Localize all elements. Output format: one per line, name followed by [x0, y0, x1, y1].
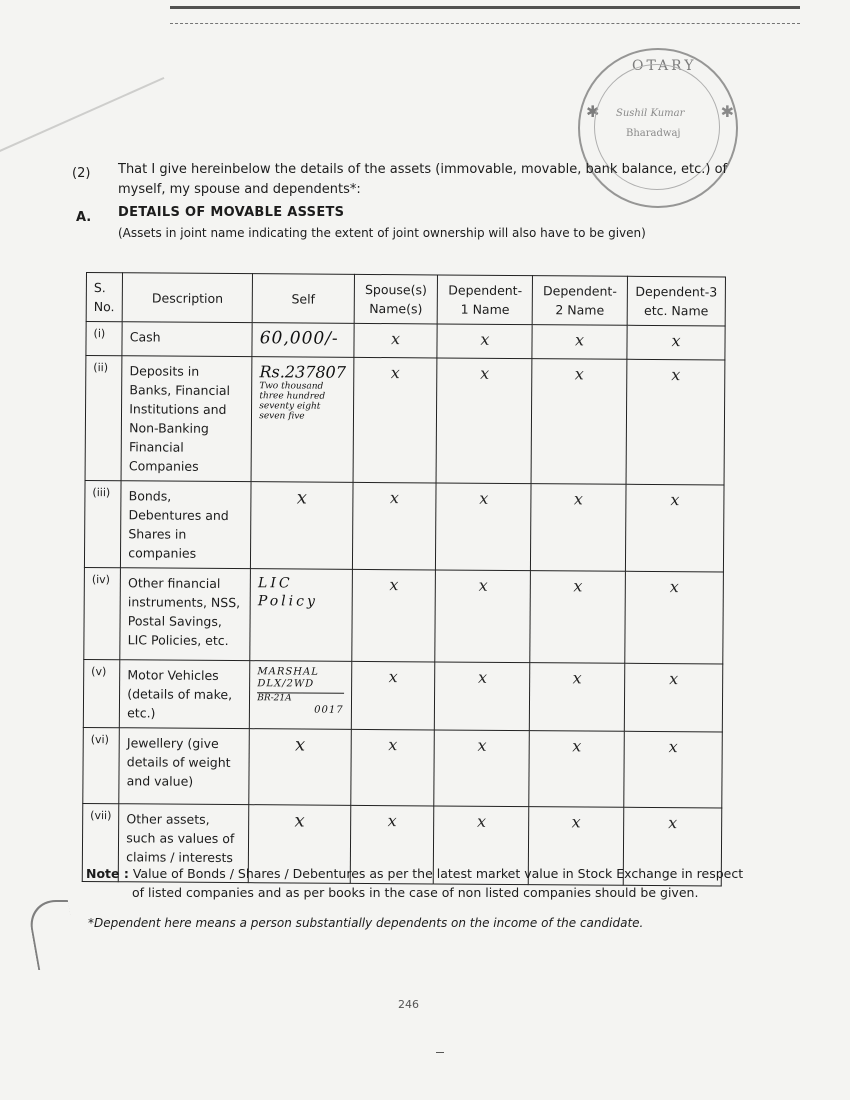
row-description: Motor Vehicles (details of make, etc.) [120, 660, 250, 729]
vehicle-registration-number: 0017 [314, 704, 344, 716]
page-number: 246 [398, 998, 419, 1011]
row-dependent-3: x [627, 325, 725, 360]
row-description: Other financial instruments, NSS, Postal Savings, LIC Policies, etc. [120, 568, 251, 661]
row-self-value [251, 357, 353, 483]
row-spouse: x [353, 357, 438, 483]
header-description: Description [122, 273, 252, 323]
row-dependent-3: x [625, 571, 724, 664]
note-block [86, 864, 746, 902]
row-spouse: x [350, 805, 434, 884]
note-line-1: Value of Bonds / Shares / Debentures as per the latest market value in Stock Exchange in respect [132, 866, 744, 881]
header-spouse: Spouse(s) Name(s) [354, 274, 438, 324]
row-self-value [250, 569, 352, 662]
row-spouse: x [350, 729, 434, 806]
vehicle-make: MARSHAL [257, 666, 319, 678]
row-dependent-2: x [532, 325, 627, 360]
row-description: Jewellery (give details of weight and value) [119, 728, 250, 805]
section-title: DETAILS OF MOVABLE ASSETS [118, 205, 345, 220]
row-sno: (v) [83, 659, 120, 727]
table-header-row [86, 273, 725, 326]
row-sno: (ii) [85, 356, 122, 481]
header-dependent-1: Dependent-1 Name [438, 275, 533, 325]
header-dependent-2: Dependent-2 Name [532, 276, 627, 326]
intro-number: (2) [72, 166, 91, 181]
intro-text: That I give hereinbelow the details of the assets (immovable, movable, bank balance, etc.) of myself, my spouse and dependents*: [118, 162, 728, 197]
amount-in-words: seven five [259, 411, 305, 422]
row-dependent-3: x [624, 663, 723, 732]
note-label: Note : [86, 866, 129, 881]
amount-in-words: three hundred [259, 391, 326, 402]
row-description: Bonds, Debentures and Shares in companies [121, 481, 252, 569]
row-dependent-2: x [529, 731, 624, 808]
row-self-value: x [249, 729, 351, 806]
row-sno: (i) [86, 322, 122, 356]
row-sno: (iii) [84, 480, 121, 567]
row-dependent-3: x [624, 731, 723, 808]
policy-name: LIC [257, 575, 293, 592]
amount-in-words: Two thousand [259, 381, 324, 392]
row-dependent-1: x [434, 806, 529, 885]
row-dependent-1: x [434, 730, 529, 807]
scan-top-edge [170, 6, 800, 24]
header-sno: S. No. [86, 273, 123, 322]
row-dependent-1: x [435, 570, 530, 663]
row-dependent-1: x [437, 324, 532, 359]
row-dependent-2: x [531, 359, 627, 485]
row-dependent-2: x [530, 571, 625, 664]
section-subtitle: (Assets in joint name indicating the extent of joint ownership will also have to be given) [118, 226, 646, 240]
deposit-amount: Rs.237807 [259, 362, 347, 382]
seal-title: OTARY [632, 58, 697, 74]
table-row [85, 356, 725, 485]
star-icon: ✱ [720, 102, 734, 121]
star-icon: ✱ [586, 102, 600, 121]
row-dependent-3: x [626, 359, 725, 485]
row-description: Deposits in Banks, Financial Institutions and Non-Banking Financial Companies [121, 356, 252, 482]
amount-in-words: seventy eight [259, 401, 321, 412]
vehicle-registration: BR-21A [257, 692, 344, 705]
policy-name-line2: Policy [257, 593, 318, 610]
table-row [83, 659, 722, 731]
table-row [83, 727, 723, 807]
row-description: Cash [122, 322, 252, 357]
seal-name: Sushil Kumar [616, 108, 685, 119]
table-row [86, 322, 725, 360]
section-letter: A. [76, 210, 92, 225]
header-dependent-3: Dependent-3 etc. Name [627, 276, 725, 326]
row-dependent-3: x [625, 484, 724, 572]
dash-mark [436, 1052, 444, 1053]
dependent-footnote: *Dependent here means a person substantially dependents on the income of the candidate. [88, 916, 644, 930]
row-dependent-2: x [531, 484, 626, 572]
row-dependent-1: x [437, 358, 533, 484]
row-dependent-1: x [435, 662, 530, 731]
cash-amount: 60,000/- [259, 328, 339, 349]
row-self-value [250, 661, 352, 730]
row-dependent-3: x [623, 807, 722, 886]
row-spouse: x [352, 482, 436, 570]
table-row [84, 480, 724, 571]
row-sno: (vi) [83, 727, 120, 803]
table-row [84, 567, 724, 663]
row-spouse: x [354, 323, 438, 358]
row-self-value: x [248, 805, 350, 884]
row-spouse: x [351, 661, 435, 730]
row-description: Other assets, such as values of claims / interests [118, 804, 249, 883]
margin-pen-mark [26, 900, 80, 970]
row-sno: (vii) [82, 803, 119, 881]
row-dependent-1: x [436, 483, 531, 571]
row-self-value: x [251, 482, 353, 570]
row-spouse: x [351, 569, 435, 662]
page-fold-line [0, 0, 164, 152]
row-sno: (iv) [84, 567, 121, 659]
header-self: Self [252, 274, 354, 324]
seal-sub: Bharadwaj [626, 128, 681, 139]
movable-assets-table [82, 272, 726, 886]
row-dependent-2: x [528, 807, 623, 886]
note-line-2: of listed companies and as per books in the case of non listed companies should be given. [132, 885, 699, 900]
row-dependent-2: x [530, 663, 625, 732]
vehicle-model: DLX/2WD [257, 678, 315, 690]
row-self-value [252, 323, 354, 358]
